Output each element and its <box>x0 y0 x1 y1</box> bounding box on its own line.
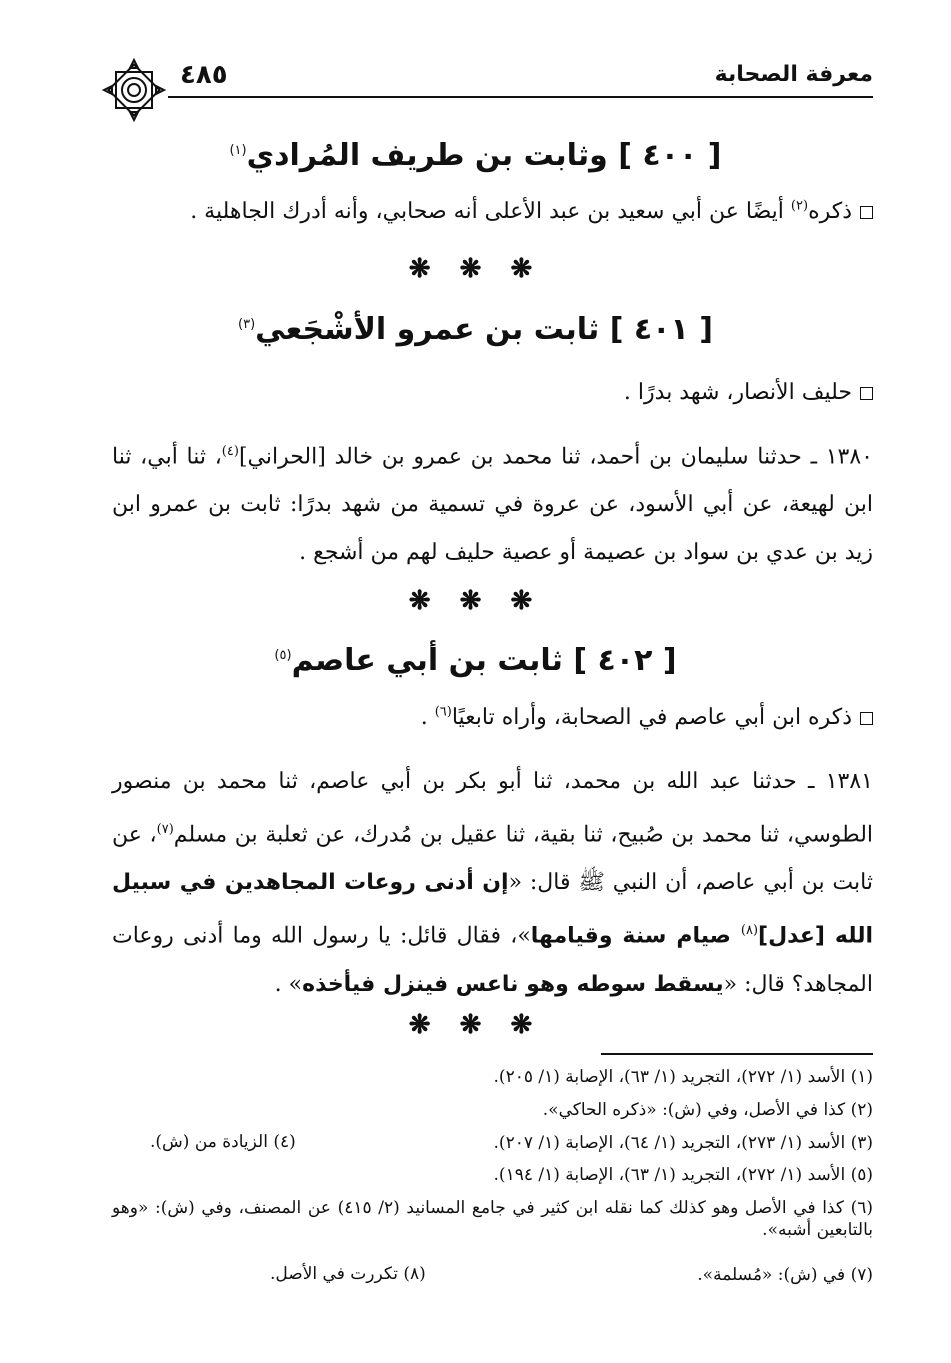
footnote-ref: (١) <box>229 143 247 158</box>
page-number: ٤٨٥ <box>180 60 228 90</box>
hadith-text: ١٣٨١ ـ حدثنا عبد الله بن محمد، ثنا أبو بكر بن أبي عاصم، ثنا محمد بن منصور الطوسي، ثنا محمد بن صُبيح، ثنا بقية، ثنا عقيل بن مُدرك، عن ثعلبة بن مسلم <box>112 769 874 848</box>
entry-title-text: [ ٤٠٠ ] وثابت بن طريف المُرادي <box>246 138 722 173</box>
footnote-ref: (٦) <box>434 704 452 720</box>
header-rule <box>168 96 873 98</box>
footnote: (١) الأسد (١/ ٢٧٢)، التجريد (١/ ٦٣)، الإصابة (١/ ٢٠٥). <box>493 1067 873 1087</box>
footnote-ref: (٨) <box>740 923 759 939</box>
star-rosette-ornament-icon <box>102 58 166 122</box>
square-bullet-icon <box>860 712 873 725</box>
footnote-ref: (٧) <box>156 822 174 837</box>
running-title: معرفة الصحابة <box>714 62 873 87</box>
hadith-text: » . <box>274 971 303 997</box>
footnote: (٨) تكررت في الأصل. <box>270 1264 426 1284</box>
footnote-ref: (٢) <box>790 198 809 214</box>
footnote-ref: (٣) <box>238 317 256 332</box>
separator: ❋ ❋ ❋ <box>408 254 543 284</box>
footnote: (٢) كذا في الأصل، وفي (ش): «ذكره الحاكي». <box>542 1100 873 1120</box>
intro-text: ذكره <box>808 199 852 224</box>
square-bullet-icon <box>860 387 873 400</box>
footnote-rule <box>601 1053 873 1055</box>
entry-400-intro <box>112 197 873 228</box>
entry-402-intro <box>112 703 873 734</box>
intro-text: . <box>420 705 435 730</box>
hadith-text: ، ثنا أبي، ثنا ابن لهيعة، عن أبي الأسود، عن عروة في تسمية من شهد بدرًا: ثابت بن عمرو ابن زيد بن عدي بن سواد بن عصيمة أو عصية حليف لهم من أشجع . <box>112 444 873 566</box>
entry-title-402 <box>0 643 951 678</box>
footnote-ref: (٥) <box>274 648 292 663</box>
hadith-quote: يسقط سوطه وهو ناعس فينزل فيأخذه <box>302 971 724 997</box>
hadith-quote: صيام سنة وقيامها <box>530 923 741 949</box>
hadith-text: ١٣٨٠ ـ حدثنا سليمان بن أحمد، ثنا محمد بن عمرو بن خالد [الحراني] <box>238 444 873 470</box>
square-bullet-icon <box>860 206 873 219</box>
intro-text: ذكره ابن أبي عاصم في الصحابة، وأراه تابعيًا <box>451 705 852 730</box>
entry-title-401 <box>0 312 951 347</box>
intro-text: حليف الأنصار، شهد بدرًا . <box>623 380 852 405</box>
footnote: (٦) كذا في الأصل وهو كذلك كما نقله ابن كثير في جامع المسانيد (٢/ ٤١٥) عن المصنف، وفي (ش): «وهو بالتابعين أشبه». <box>112 1198 874 1241</box>
separator: ❋ ❋ ❋ <box>408 1010 543 1040</box>
footnote: (٥) الأسد (١/ ٢٧٢)، التجريد (١/ ٦٣)، الإصابة (١/ ١٩٤). <box>493 1165 873 1185</box>
hadith-text: »، فقال قائل: يا رسول الله وما أدنى روعات المجاهد؟ قال: « <box>112 923 873 997</box>
hadith-text: ، عن ثابت بن أبي عاصم، أن النبي ﷺ قال: « <box>112 822 873 896</box>
footnote: (٤) الزيادة من (ش). <box>150 1132 296 1152</box>
hadith-1381 <box>112 758 873 1009</box>
entry-title-text: [ ٤٠١ ] ثابت بن عمرو الأشْجَعي <box>255 312 713 347</box>
entry-title-text: [ ٤٠٢ ] ثابت بن أبي عاصم <box>291 643 677 678</box>
hadith-1380 <box>112 428 873 577</box>
separator: ❋ ❋ ❋ <box>408 586 543 616</box>
entry-401-intro <box>112 378 873 409</box>
entry-title-400 <box>0 138 951 173</box>
footnote-ref: (٤) <box>221 444 239 459</box>
hadith-quote: إن أدنى روعات المجاهدين في سبيل الله [عدل] <box>112 870 873 949</box>
footnote: (٧) في (ش): «مُسلمة». <box>697 1265 873 1285</box>
footnote: (٣) الأسد (١/ ٢٧٣)، التجريد (١/ ٦٤)، الإصابة (١/ ٢٠٧). <box>493 1133 873 1153</box>
intro-text: أيضًا عن أبي سعيد بن عبد الأعلى أنه صحابي، وأنه أدرك الجاهلية . <box>190 199 791 224</box>
